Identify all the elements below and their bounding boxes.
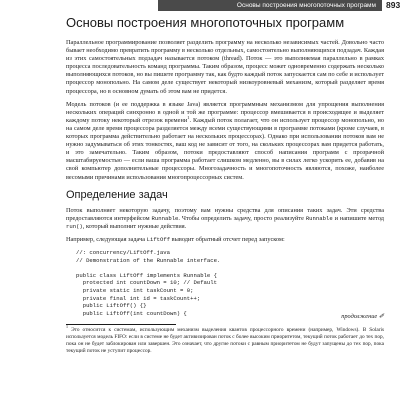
inline-code-run: run() xyxy=(66,222,83,230)
section-title: Основы построения многопоточных программ xyxy=(66,15,345,30)
subsection-paragraph-2 xyxy=(66,236,384,244)
inline-code-runnable-2: Runnable xyxy=(305,214,333,222)
running-head-title: Основы построения многопоточных программ xyxy=(236,2,376,9)
footnote-marker: 1 xyxy=(66,324,68,330)
page-number: 893 xyxy=(386,0,401,10)
subsection-p2-text-a: Например, следующая задача xyxy=(66,235,147,243)
page-content xyxy=(66,15,384,355)
subsection-p1-text-c: и напишите метод xyxy=(332,214,384,222)
running-head xyxy=(158,0,382,11)
footnote xyxy=(66,324,385,354)
section-paragraph-1: Параллельное программирование позволяет разделить программу на несколько независимых частей. Довольно часто бывает необходимо превратить программу в несколько отдельных, самостоятельно выполняющихся подзадач. Каждая из этих самостоятельных подзадач называется потоком (thread). Поток — это выполняемая параллельно в рамках процесса последовательность команд программы. Таким образом, процесс может одновременно содержать несколько выполняющихся потоков, но вы пишете программу так, как будто каждый поток запускается сам по себе и использует процессор монопольно. На самом деле существует некоторый низкоуровневый механизм, который разделяет время процессора, но в основном думать об этом вам не придется. xyxy=(66,39,384,95)
inline-code-runnable: Runnable xyxy=(151,214,179,222)
subsection-p1-text-a: Поток выполняет некоторую задачу, поэтому вам нужны средства для описания таких задач. Эти средства предоставляются интерфейсом xyxy=(66,206,384,222)
footnote-text: Это относится к системам, использующим механизм выделения квантов процессорного времени (например, Windows). В Solaris используется модель FIFO: если в системе не будет активизирован поток с более высоким приоритетом, текущий поток работает до тех пор, пока он не будет заблокирован или завершен. Это означает, что другие потоки с равным приоритетом не будут запущены до тех пор, пока текущий поток не уступит процессор. xyxy=(66,327,385,354)
subsection-paragraph-1 xyxy=(66,207,384,231)
subsection-title: Определение задач xyxy=(66,188,168,201)
paragraph-2-text-a: Модель потоков (и ее поддержка в языке Java) является программным механизмом для упрощения выполнения нескольких операций синхронно в одной и той же программе: процессор вмешивается в происходящее и выделяет каждому потоку некоторый отрезок времени xyxy=(66,100,384,124)
inline-code-liftoff: LiftOff xyxy=(146,235,171,243)
section-paragraph-2 xyxy=(66,101,384,182)
subsection-p1-text-b: . Чтобы определить задачу, просто реализуйте xyxy=(178,214,306,222)
code-listing: //: concurrency/LiftOff.java // Demonstration of the Runnable interface. public class LiftOff implements Runnable { protected int countDown = 10; // Default private static int taskCount = 0; private final int id = taskCount++; public LiftOff() {} public LiftOff(int countDown) { xyxy=(76,248,221,317)
footnote-reference: 1 xyxy=(187,114,190,120)
paragraph-2-text-b: . Каждый поток полагает, что он использует процессор монопольно, но на самом деле время процессора разделяется между всеми существующими в программе потоками (кроме случаев, в которых программа действительно работает на нескольких процессорах). Однако при использовании потоков вам не нужно задумываться об этих тонкостях, ваш код не зависит от того, на скольких процессорах вам придется работать, и это замечательно. Таким образом, потоки предоставляют способ написания программ с прозрачной масштабируемостью — если ваша программа работает слишком медленно, вы в силах легко ускорить ее, добавив на свой компьютер дополнительные процессоры. Многозадачность и многопоточность являются, похоже, наиболее весомыми причинами использования многопроцессорных систем. xyxy=(66,116,384,181)
subsection-p2-text-b: выводит обратный отсчет перед запуском: xyxy=(170,235,285,243)
continuation-marker: продолжение ✐ xyxy=(341,313,384,321)
subsection-p1-text-d: , который выполнит нужные действия. xyxy=(82,222,187,230)
footnote-divider xyxy=(66,324,176,325)
